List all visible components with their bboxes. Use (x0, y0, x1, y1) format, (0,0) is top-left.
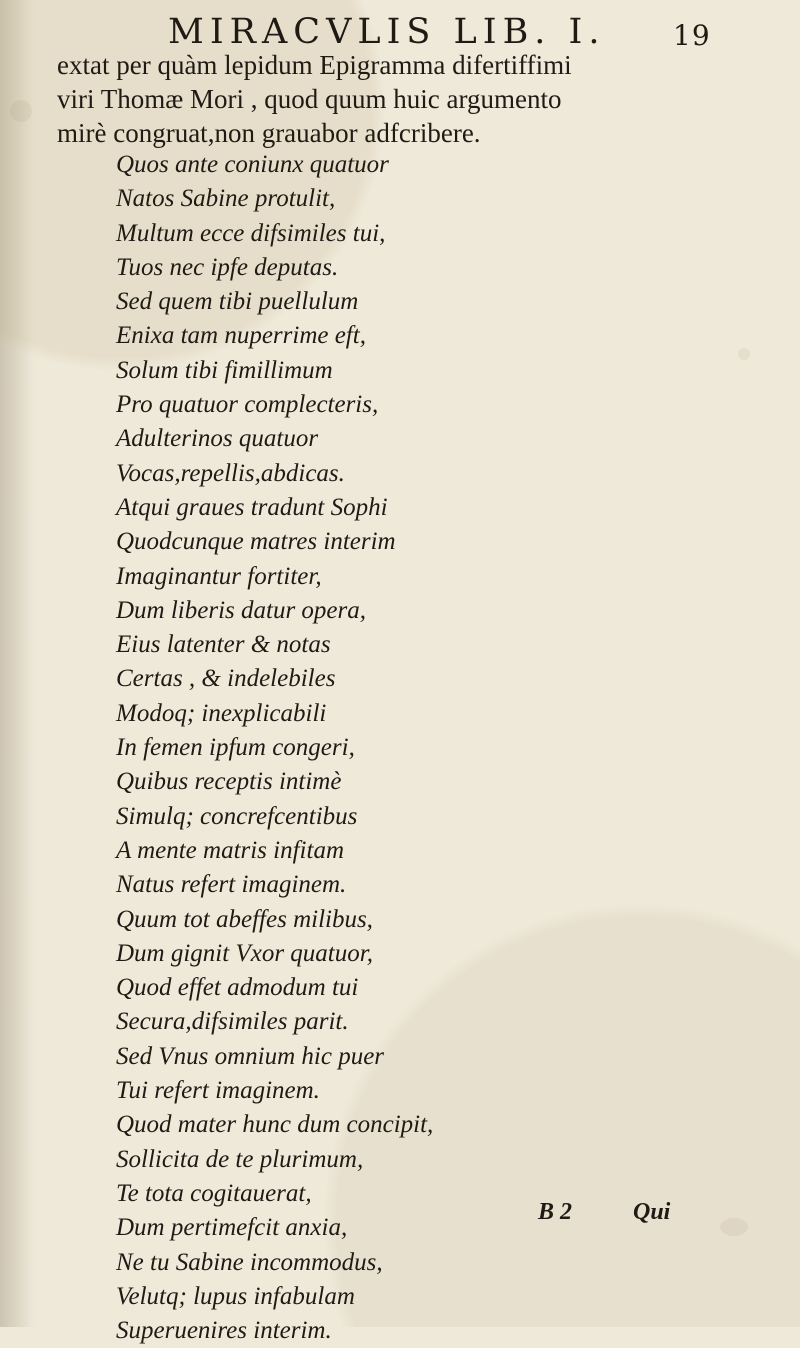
epigram-poem (116, 148, 716, 1348)
verse-line: Dum pertimefcit anxia, (116, 1214, 348, 1242)
verse-line: Velutq; lupus infabulam (116, 1282, 355, 1310)
verse-line: Superuenires interim. (116, 1317, 332, 1345)
verse-line: Sed Vnus omnium hic puer (116, 1042, 385, 1070)
verse-line: Quodcunque matres interim (116, 528, 396, 556)
page-footer (0, 1192, 800, 1232)
verse-line: A mente matris infitam (116, 836, 345, 864)
verse-line: Simulq; concrefcentibus (116, 802, 358, 830)
verse-line: Secura,difsimiles parit. (116, 1008, 349, 1036)
paper-stain (10, 100, 32, 122)
verse-line: In femen ipfum congeri, (116, 734, 355, 762)
page-number: 19 (673, 19, 711, 52)
verse-line: Imaginantur fortiter, (116, 562, 322, 590)
prose-line: mirè congruat,non grauabor adfcribere. (57, 118, 481, 148)
running-title: MIRACVLIS LIB. I. (168, 12, 606, 52)
verse-line: Natus refert imaginem. (116, 871, 347, 899)
verse-line: Sed quem tibi puellulum (116, 288, 359, 316)
prose-paragraph (57, 48, 787, 150)
verse-line: Tuos nec ipfe deputas. (116, 253, 339, 281)
verse-line: Quos ante coniunx quatuor (116, 151, 389, 178)
verse-line: Quod effet admodum tui (116, 974, 359, 1002)
verse-line: Dum liberis datur opera, (116, 596, 366, 624)
verse-line: Tui refert imaginem. (116, 1077, 320, 1105)
prose-line: viri Thomæ Mori , quod quum huic argumento (57, 84, 562, 114)
verse-line: Dum gignit Vxor quatuor, (116, 939, 373, 967)
page-header (168, 12, 788, 52)
verse-line: Eius latenter & notas (116, 631, 331, 659)
verse-line: Ne tu Sabine incommodus, (116, 1248, 383, 1276)
verse-line: Multum ecce difsimiles tui, (116, 219, 386, 247)
verse-line: Quibus receptis intimè (116, 768, 342, 796)
verse-line: Adulterinos quatuor (116, 425, 319, 453)
catchword: Qui (633, 1199, 671, 1225)
verse-line: Vocas,repellis,abdicas. (116, 459, 345, 487)
page-edge-shadow (0, 0, 32, 1327)
verse-line: Atqui graues tradunt Sophi (116, 493, 388, 521)
verse-line: Quum tot abeffes milibus, (116, 905, 373, 933)
verse-line: Sollicita de te plurimum, (116, 1145, 364, 1173)
signature-mark: B 2 (538, 1199, 573, 1225)
verse-line: Quod mater hunc dum concipit, (116, 1111, 434, 1139)
verse-line: Te tota cogitauerat, (116, 1179, 312, 1207)
verse-line: Pro quatuor complecteris, (116, 391, 379, 419)
verse-line: Modoq; inexplicabili (116, 699, 327, 727)
paper-stain (738, 348, 750, 360)
verse-line: Solum tibi fimillimum (116, 356, 333, 384)
prose-line: extat per quàm lepidum Epigramma difertiffimi (57, 50, 572, 80)
verse-line: Certas , & indelebiles (116, 665, 336, 693)
verse-line: Natos Sabine protulit, (116, 185, 336, 213)
verse-line: Enixa tam nuperrime eft, (116, 322, 366, 350)
